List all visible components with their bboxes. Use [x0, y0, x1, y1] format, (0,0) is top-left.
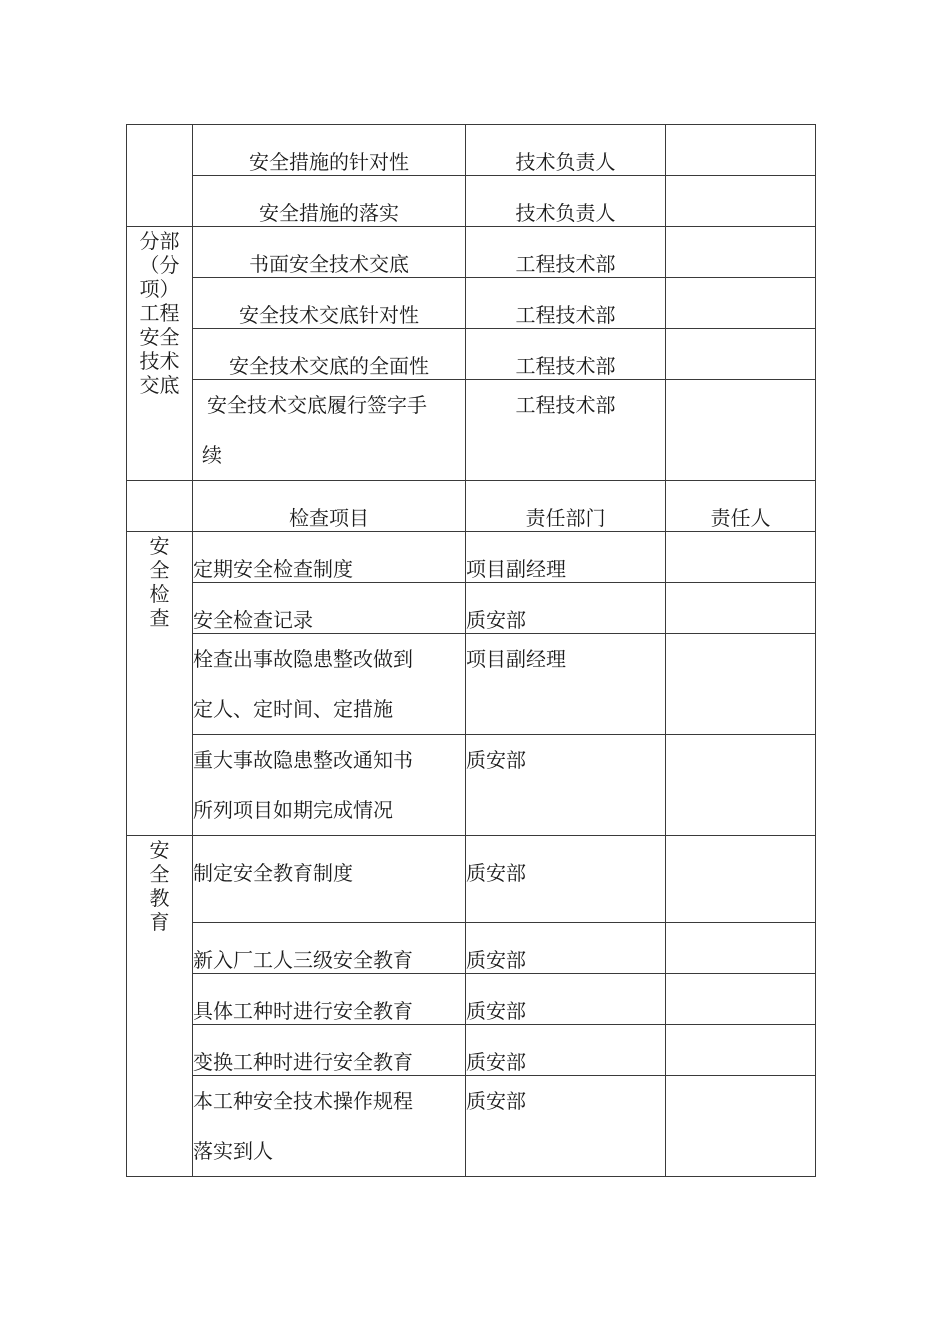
item-cell: 安全技术交底针对性 [193, 278, 466, 329]
section-label-line: 交底 [139, 373, 180, 397]
person-cell [666, 176, 816, 227]
dept-cell: 质安部 [466, 923, 666, 974]
person-cell [666, 380, 816, 481]
section-label-line: 安 [149, 838, 170, 862]
section-label-line: 技术 [139, 349, 180, 373]
table-row [127, 634, 816, 735]
dept-cell: 质安部 [466, 1076, 666, 1177]
person-cell [666, 125, 816, 176]
dept-cell: 技术负责人 [466, 176, 666, 227]
dept-cell: 工程技术部 [466, 278, 666, 329]
table-row [127, 1025, 816, 1076]
item-line: 落实到人 [193, 1139, 273, 1163]
dept-cell: 工程技术部 [466, 227, 666, 278]
item-line: 安全技术交底履行签字手 [207, 393, 427, 417]
item-cell: 安全措施的落实 [193, 176, 466, 227]
table-row [127, 583, 816, 634]
person-cell [666, 1076, 816, 1177]
section-label-line: 查 [149, 606, 170, 630]
table-row [127, 735, 816, 836]
dept-cell: 质安部 [466, 836, 666, 923]
section-label-line: 项） [139, 277, 180, 301]
person-cell [666, 1025, 816, 1076]
section-label-line: 工程 [139, 301, 180, 325]
person-cell [666, 974, 816, 1025]
item-cell [193, 1076, 466, 1177]
section-label-tech-disclosure [127, 227, 193, 481]
section-label-line: 全 [149, 862, 170, 886]
item-line: 续 [202, 443, 222, 467]
table-row [127, 532, 816, 583]
table-row [127, 923, 816, 974]
section-label-line: 检 [149, 582, 170, 606]
item-cell [193, 380, 466, 481]
person-cell [666, 836, 816, 923]
section-label-line: 育 [149, 910, 170, 934]
item-cell: 变换工种时进行安全教育 [193, 1025, 466, 1076]
person-cell [666, 634, 816, 735]
header-dept: 责任部门 [466, 481, 666, 532]
dept-cell: 质安部 [466, 1025, 666, 1076]
item-line: 本工种安全技术操作规程 [193, 1089, 413, 1113]
dept-cell: 技术负责人 [466, 125, 666, 176]
item-cell: 制定安全教育制度 [193, 836, 466, 923]
section-label-line: 安全 [139, 325, 180, 349]
dept-cell: 质安部 [466, 735, 666, 836]
item-cell: 安全技术交底的全面性 [193, 329, 466, 380]
person-cell [666, 923, 816, 974]
item-line: 栓查出事故隐患整改做到 [193, 647, 413, 671]
item-line: 所列项目如期完成情况 [193, 798, 393, 822]
person-cell [666, 583, 816, 634]
table-row [127, 1076, 816, 1177]
header-person: 责任人 [666, 481, 816, 532]
table-row [127, 227, 816, 278]
section-label-line: 教 [149, 886, 170, 910]
person-cell [666, 278, 816, 329]
table-row [127, 836, 816, 923]
section-label-line: 安 [149, 534, 170, 558]
section-label-line: 分部 [139, 229, 180, 253]
item-cell: 书面安全技术交底 [193, 227, 466, 278]
section-label-line: （分 [139, 253, 180, 277]
responsibility-table [126, 124, 816, 1177]
item-line: 重大事故隐患整改通知书 [193, 748, 413, 772]
item-cell: 定期安全检查制度 [193, 532, 466, 583]
item-cell: 安全检查记录 [193, 583, 466, 634]
dept-cell: 项目副经理 [466, 532, 666, 583]
person-cell [666, 227, 816, 278]
section-cell-blank [127, 125, 193, 227]
dept-cell: 工程技术部 [466, 380, 666, 481]
dept-cell: 项目副经理 [466, 634, 666, 735]
dept-cell: 质安部 [466, 974, 666, 1025]
table-row [127, 278, 816, 329]
item-cell [193, 634, 466, 735]
item-line: 定人、定时间、定措施 [193, 697, 393, 721]
person-cell [666, 329, 816, 380]
dept-cell: 工程技术部 [466, 329, 666, 380]
person-cell [666, 532, 816, 583]
table-row [127, 125, 816, 176]
item-cell: 安全措施的针对性 [193, 125, 466, 176]
item-cell: 具体工种时进行安全教育 [193, 974, 466, 1025]
item-cell: 新入厂工人三级安全教育 [193, 923, 466, 974]
table-row [127, 176, 816, 227]
dept-cell: 质安部 [466, 583, 666, 634]
person-cell [666, 735, 816, 836]
section-label-safety-check [127, 532, 193, 836]
header-item: 检查项目 [193, 481, 466, 532]
header-blank-cell [127, 481, 193, 532]
section-label-safety-education [127, 836, 193, 1177]
table-row [127, 329, 816, 380]
table-row [127, 380, 816, 481]
table-header-row [127, 481, 816, 532]
section-label-line: 全 [149, 558, 170, 582]
item-cell [193, 735, 466, 836]
table-row [127, 974, 816, 1025]
